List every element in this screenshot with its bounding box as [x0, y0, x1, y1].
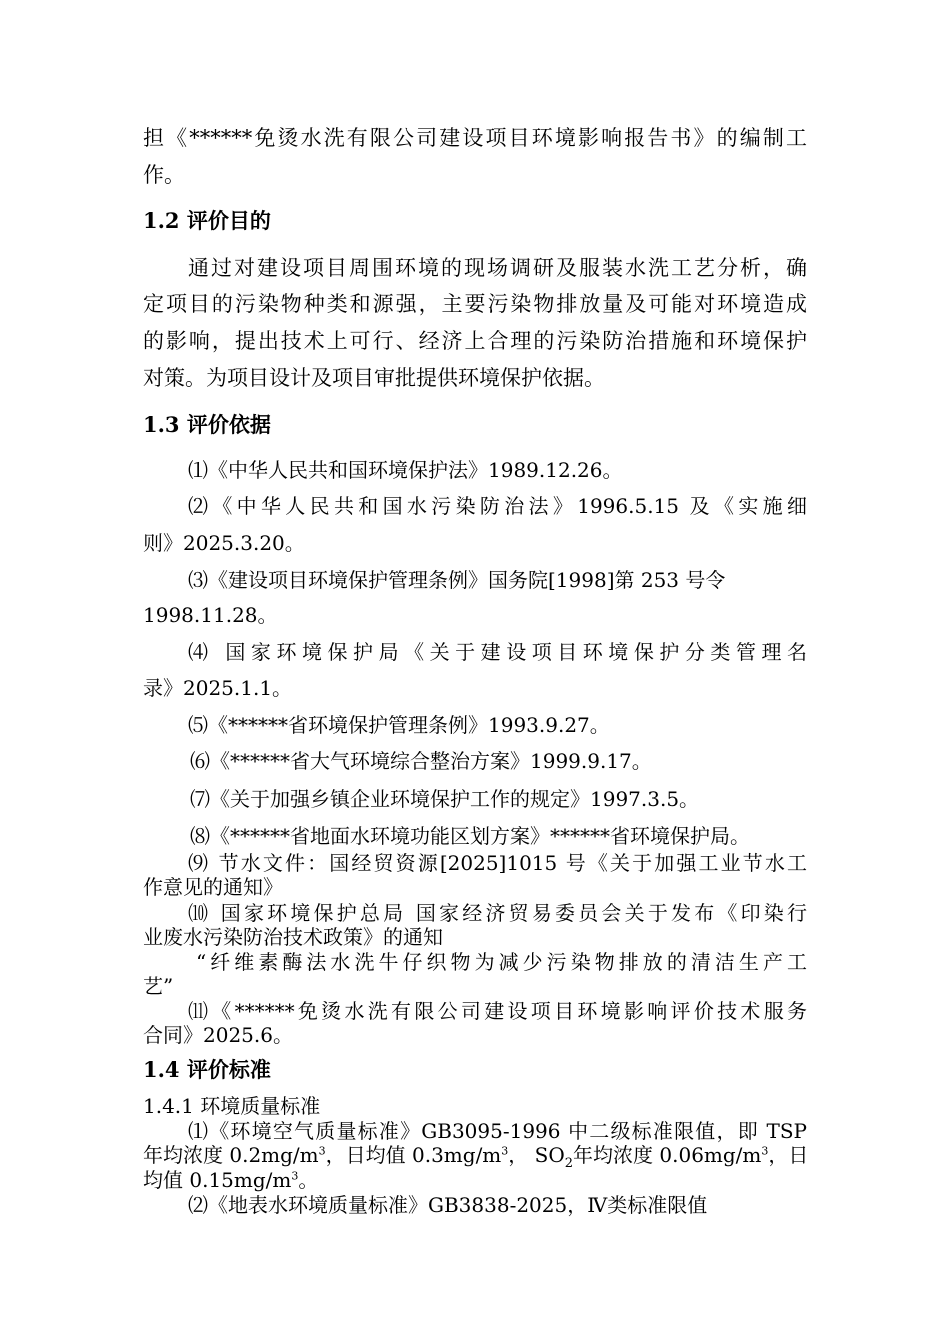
section-heading-1-2: 1.2 评价目的 [143, 208, 271, 233]
reference-item-2: ⑵《中华人民共和国水污染防治法》1996.5.15 及《实施细 [188, 494, 807, 518]
reference-item-1: ⑴《中华人民共和国环境保护法》1989.12.26。 [188, 458, 623, 482]
reference-item-7: ⑺《关于加强乡镇企业环境保护工作的规定》1997.3.5。 [190, 787, 700, 811]
text-span: 年均浓度 0.06mg/m [573, 1143, 762, 1167]
reference-item-6: ⑹《******省大气环境综合整治方案》1999.9.17。 [190, 749, 652, 773]
text-span: ，日 [768, 1143, 809, 1167]
text-span: ， SO [508, 1143, 565, 1167]
reference-item-11: ⑾《******免烫水洗有限公司建设项目环境影响评价技术服务 [188, 999, 807, 1023]
reference-item-3-cont: 1998.11.28。 [143, 603, 278, 627]
paragraph-line: 担《******免烫水洗有限公司建设项目环境影响报告书》的编制工 [143, 126, 807, 150]
paragraph-line: 作。 [143, 163, 185, 187]
text-span: ，日均值 0.3mg/m [325, 1143, 502, 1167]
section-heading-1-3: 1.3 评价依据 [143, 412, 271, 437]
reference-item-5: ⑸《******省环境保护管理条例》1993.9.27。 [188, 713, 610, 737]
reference-item-10-quote-cont: 艺” [143, 974, 174, 998]
paragraph-line: 定项目的污染物种类和源强，主要污染物排放量及可能对环境造成 [143, 292, 807, 316]
text-span: 。 [298, 1168, 319, 1192]
text-span: 年均浓度 0.2mg/m [143, 1143, 319, 1167]
reference-item-11-cont: 合同》2025.6。 [143, 1023, 293, 1047]
reference-item-3: ⑶《建设项目环境保护管理条例》国务院[1998]第 253 号令 [188, 568, 726, 592]
reference-item-4-cont: 录》2025.1.1。 [143, 676, 293, 700]
reference-item-4: ⑷ 国家环境保护局《关于建设项目环境保护分类管理名 [188, 640, 807, 664]
paragraph-line: 的影响，提出技术上可行、经济上合理的污染防治措施和环境保护 [143, 329, 807, 353]
subscript: 2 [564, 1156, 574, 1171]
paragraph-line: 对策。为项目设计及项目审批提供环境保护依据。 [143, 366, 605, 390]
reference-item-9: ⑼ 节水文件：国经贸资源[2025]1015 号《关于加强工业节水工 [188, 851, 807, 875]
paragraph-line: 通过对建设项目周围环境的现场调研及服装水洗工艺分析，确 [188, 256, 807, 280]
superscript: 3 [318, 1144, 326, 1158]
text-span: 均值 0.15mg/m [143, 1168, 292, 1192]
reference-item-8: ⑻《******省地面水环境功能区划方案》******省环境保护局。 [190, 824, 750, 848]
superscript: 3 [501, 1144, 509, 1158]
superscript: 3 [291, 1169, 299, 1183]
subsection-heading-1-4-1: 1.4.1 环境质量标准 [143, 1094, 321, 1118]
standard-item-1-cont2 [143, 1170, 318, 1190]
reference-item-10-cont: 业废水污染防治技术政策》的通知 [143, 925, 443, 949]
section-heading-1-4: 1.4 评价标准 [143, 1057, 271, 1082]
superscript: 3 [761, 1144, 769, 1158]
standard-item-1: ⑴《环境空气质量标准》GB3095-1996 中二级标准限值，即 TSP [188, 1119, 807, 1143]
reference-item-10-quote: “纤维素酶法水洗牛仔织物为减少污染物排放的清洁生产工 [196, 950, 807, 974]
reference-item-10: ⑽ 国家环境保护总局 国家经济贸易委员会关于发布《印染行 [188, 901, 807, 925]
standard-item-2: ⑵《地表水环境质量标准》GB3838-2025，Ⅳ类标准限值 [188, 1193, 708, 1217]
standard-item-1-cont [143, 1143, 809, 1171]
reference-item-2-cont: 则》2025.3.20。 [143, 531, 305, 555]
reference-item-9-cont: 作意见的通知》 [143, 875, 283, 899]
